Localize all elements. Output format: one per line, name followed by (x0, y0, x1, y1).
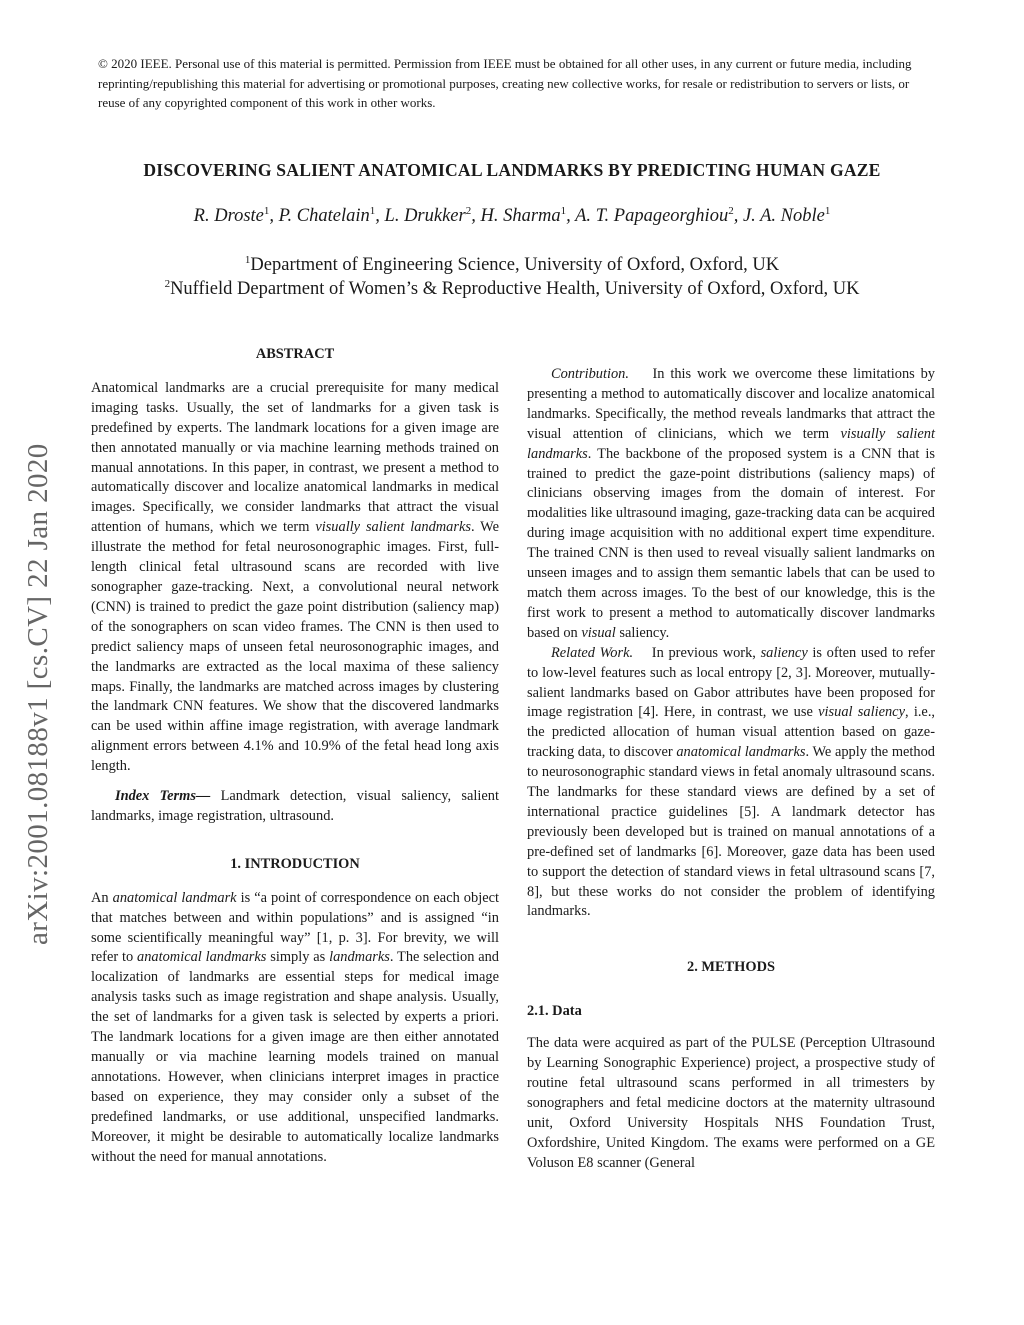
data-subheading: 2.1. Data (527, 1003, 582, 1020)
contribution-paragraph: Contribution. In this work we overcome these limitations by presenting a method to automatically discover and localize anatomical landmarks. Specifically, the method reveals landmarks that attract the visual attention of clinicians, which we term visually salient landmarks. The backbone of the proposed system is a CNN that is trained to predict the gaze-point distributions (saliency maps) of clinicians observing images from the domain of interest. For modalities like ultrasound imaging, gaze-tracking data can be acquired during image acquisition with no additional expert time expenditure. The trained CNN is then used to reveal visually salient landmarks on unseen images and to assign them semantic labels that can be used to match them across images. To the best of our knowledge, this is the first work to present a method to automatically discover landmarks based on visual saliency. (527, 366, 936, 641)
paper-title: DISCOVERING SALIENT ANATOMICAL LANDMARKS BY PREDICTING HUMAN GAZE (143, 160, 881, 180)
data-paragraph: The data were acquired as part of the PULSE (Perception Ultrasound by Learning Sonographic Experience) project, a prospective study of routine fetal ultrasound scans performed in all trimesters by sonographers and fetal medicine doctors at the maternity ultrasound unit, Oxford University Hospitals NHS Foundation Trust, Oxfordshire, United Kingdom. The exams were performed on a GE Voluson E8 scanner (General (527, 1035, 935, 1171)
author: A. T. Papageorghiou (575, 206, 729, 227)
index-terms: Index Terms— Landmark detection, visual saliency, salient landmarks, image registration, ultrasound. (91, 788, 499, 824)
left-column (91, 345, 499, 1167)
intro-paragraph: An anatomical landmark is “a point of correspondence on each object that matches between and within populations” and is assigned “in some scientifically meaningful way” [1, p. 3]. For brevity, we will refer to anatomical landmarks simply as landmarks. The selection and localization of landmarks are essential steps for medical image analysis tasks such as image registration and shape analysis. Usually, the set of landmarks for a given task is selected by experts a priori. The landmark locations for a given image are then either annotated manually or via machine learning models trained on manual annotations. However, when clinicians interpret images in practice based on experience, they may consider only a subset of the predefined landmarks, or use additional, unspecified landmarks. Moreover, it might be desirable to automatically localize landmarks without the need for manual annotations. (91, 889, 499, 1165)
author: J. A. Noble (742, 206, 825, 227)
copyright-notice: © 2020 IEEE. Personal use of this material is permitted. Permission from IEEE must be obtained for all other uses, in any current or future media, including reprinting/republishing this material for advertising or promotional purposes, creating new collective works, for resale or redistribution to servers or lists, or reuse of any copyrighted component of this work in other works. (98, 56, 912, 110)
arxiv-identifier[interactable]: arXiv:2001.08188v1 [cs.CV] 22 Jan 2020 (21, 443, 54, 945)
author-list: R. Droste$^1$, P. Chatelain$^1$, L. Drukker$^2$, H. Sharma$^1$, A. T. Papageorghiou$^2$, J. A. Noble$^1$ (193, 205, 831, 227)
abstract-text: Anatomical landmarks are a crucial prerequisite for many medical imaging tasks. Usually, the set of landmarks for a given task is predefined by experts. The landmark locations for a given image are then annotated manually or via machine learning methods trained on manual annotations. In this paper, in contrast, we present a method to automatically discover and localize anatomical landmarks in medical images. Specifically, we consider landmarks that attract the visual attention of humans, which we term visually salient landmarks. We illustrate the method for fetal neurosonographic images. First, full-length clinical fetal ultrasound scans are recorded with live sonographer gaze-tracking. Next, a convolutional neural network (CNN) is trained to predict the gaze point distribution (saliency map) of the sonographers on scan video frames. The CNN is then used to predict saliency maps of unseen fetal neurosonographic images, and the landmarks are extracted as the local maxima of these saliency maps. Finally, the landmarks are matched across images by clustering the landmark CNN features. We show that the discovered landmarks can be used within affine image registration, with average landmark alignment errors between 4.1% and 10.9% of the fetal head long axis length. (91, 379, 500, 775)
abstract-heading: ABSTRACT (255, 346, 335, 362)
right-column (527, 345, 935, 1174)
related-work-paragraph: Related Work. In previous work, saliency is often used to refer to low-level features such as local entropy [2, 3]. Moreover, mutually-salient landmarks based on Gabor attributes have been proposed for image registration [4]. Here, in contrast, we use visual saliency, i.e., the predicted allocation of human visual attention based on gaze-tracking data, to discover anatomical landmarks. We apply the method to neurosonographic standard views in fetal anomaly ultrasound scans. The landmarks for these standard views are defined by a set of international practice guidelines [5]. A landmark detector has previously been developed but is trained on manual annotations of a pre-defined set of landmarks [6]. Moreover, gaze data has been used to support the detection of standard views in fetal ultrasound scans [7, 8], but these works do not consider the problem of identifying landmarks. (527, 644, 936, 920)
affiliation-2: $^2$Nuffield Department of Women’s & Reproductive Health, University of Oxford, Oxford, UK (164, 278, 860, 300)
author: R. Droste (193, 206, 264, 227)
author: H. Sharma (480, 206, 561, 227)
introduction-heading: 1. INTRODUCTION (230, 855, 360, 872)
author: P. Chatelain (278, 206, 370, 227)
author: L. Drukker (384, 206, 466, 227)
affiliation-1: $^1$Department of Engineering Science, University of Oxford, Oxford, UK (244, 254, 780, 276)
methods-heading: 2. METHODS (687, 959, 775, 976)
